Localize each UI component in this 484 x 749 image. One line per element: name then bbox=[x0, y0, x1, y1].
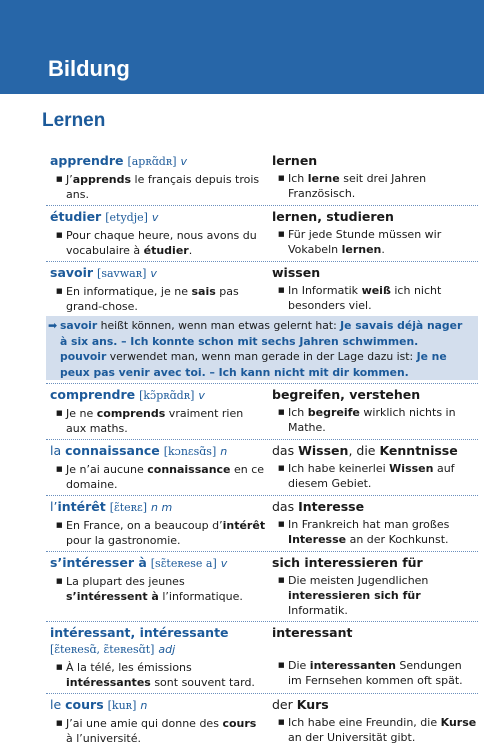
german-column bbox=[272, 265, 478, 314]
note-keyword-savoir: savoir bbox=[60, 319, 98, 332]
headword: comprendre bbox=[50, 387, 136, 402]
headword: interessant bbox=[272, 625, 353, 640]
bullet-icon: ■ bbox=[56, 409, 63, 417]
headword-line bbox=[50, 697, 266, 714]
bullet-icon: ■ bbox=[56, 287, 63, 295]
headword-line bbox=[272, 697, 478, 713]
vocab-entry bbox=[46, 693, 478, 749]
headword-line bbox=[50, 387, 266, 404]
grammar-tag: v bbox=[150, 267, 157, 280]
french-column bbox=[46, 443, 272, 492]
example-sentence bbox=[272, 517, 478, 547]
german-column bbox=[272, 555, 478, 618]
grammar-tag: n bbox=[140, 699, 148, 712]
example-sentence bbox=[272, 227, 478, 257]
example-keyword: sais bbox=[191, 285, 216, 298]
headword-line bbox=[50, 209, 266, 226]
bullet-icon: ■ bbox=[278, 286, 285, 294]
pronunciation: [ɛ̃teʀesɑ̃, ɛ̃teʀesɑ̃t] bbox=[50, 643, 155, 656]
headword-line bbox=[272, 153, 478, 169]
headword: étudier bbox=[50, 209, 102, 224]
headword-line bbox=[272, 499, 478, 515]
bullet-icon: ■ bbox=[278, 661, 285, 669]
example-text: In Informatik weiß ich nicht besonders viel. bbox=[288, 284, 442, 312]
example-keyword: lernen bbox=[341, 243, 382, 256]
example-keyword: Kurse bbox=[440, 716, 477, 729]
german-column bbox=[272, 153, 478, 202]
pronunciation: [etydje] bbox=[105, 211, 148, 224]
headword: wissen bbox=[272, 265, 321, 280]
headword-line bbox=[50, 443, 266, 460]
pronunciation: [kɔ̃pʀɑ̃dʀ] bbox=[139, 389, 195, 402]
example-keyword: intéressantes bbox=[66, 676, 151, 689]
pronunciation: [sɛ̃teʀese a] bbox=[150, 557, 217, 570]
example-text: Ich habe eine Freundin, die Kurse an der Universität gibt. bbox=[288, 716, 477, 744]
article: l’ bbox=[50, 499, 58, 514]
example-sentence bbox=[272, 405, 478, 435]
german-column bbox=[272, 697, 478, 746]
example-sentence bbox=[50, 462, 266, 492]
german-column bbox=[272, 387, 478, 436]
example-sentence bbox=[50, 284, 266, 314]
french-column bbox=[46, 625, 272, 690]
bullet-icon: ■ bbox=[56, 663, 63, 671]
example-text: Je ne comprends vraiment rien aux maths. bbox=[66, 407, 244, 435]
bullet-icon: ■ bbox=[278, 718, 285, 726]
example-sentence bbox=[50, 518, 266, 548]
pronunciation: [kuʀ] bbox=[107, 699, 137, 712]
example-text: Für jede Stunde müssen wir Vokabeln lernen. bbox=[288, 228, 442, 256]
example-keyword: cours bbox=[222, 717, 257, 730]
grammar-tag: n m bbox=[151, 501, 173, 514]
usage-note bbox=[46, 316, 478, 380]
french-column bbox=[46, 265, 272, 314]
example-sentence bbox=[272, 573, 478, 618]
example-sentence bbox=[50, 574, 266, 604]
vocabulary-list-top bbox=[46, 150, 478, 317]
example-keyword: weiß bbox=[361, 284, 391, 297]
example-sentence bbox=[272, 283, 478, 313]
bullet-icon: ■ bbox=[56, 719, 63, 727]
vocab-entry bbox=[46, 261, 478, 317]
bullet-icon: ■ bbox=[56, 175, 63, 183]
example-text: In Frankreich hat man großes Interesse an der Kochkunst. bbox=[288, 518, 450, 546]
note-example-1: Je savais déjà nager à six ans. – Ich konnte schon mit sechs Jahren schwimmen. bbox=[60, 319, 463, 348]
french-column bbox=[46, 697, 272, 746]
example-text: Ich lerne seit drei Jahren Französisch. bbox=[288, 172, 427, 200]
note-text-2: verwendet man, wenn man gerade in der Lage dazu ist: bbox=[106, 350, 417, 363]
headword: apprendre bbox=[50, 153, 124, 168]
headword: cours bbox=[65, 697, 104, 712]
example-sentence bbox=[50, 406, 266, 436]
example-text: J’apprends le français depuis trois ans. bbox=[66, 173, 260, 201]
pronunciation: [apʀɑ̃dʀ] bbox=[127, 155, 177, 168]
example-text: Ich begreife wirklich nichts in Mathe. bbox=[288, 406, 456, 434]
bullet-icon: ■ bbox=[278, 520, 285, 528]
french-column bbox=[46, 387, 272, 436]
example-text: Die meisten Jugendlichen interessieren sich für Informatik. bbox=[288, 574, 429, 617]
spacer bbox=[272, 641, 478, 656]
vocab-entry bbox=[46, 383, 478, 439]
example-sentence bbox=[272, 461, 478, 491]
grammar-tag: v bbox=[180, 155, 188, 168]
note-keyword-pouvoir: pouvoir bbox=[60, 350, 107, 363]
headword: Interesse bbox=[298, 499, 365, 514]
example-keyword: interessanten bbox=[309, 659, 396, 672]
vocab-entry bbox=[46, 551, 478, 621]
headword: begreifen, verstehen bbox=[272, 387, 421, 402]
example-keyword: s’intéressent à bbox=[66, 590, 159, 603]
bullet-icon: ■ bbox=[278, 230, 285, 238]
example-keyword: intérêt bbox=[222, 519, 266, 532]
french-column bbox=[46, 209, 272, 258]
chapter-header bbox=[0, 0, 484, 94]
headword-line bbox=[272, 387, 478, 403]
example-text: Ich habe keinerlei Wissen auf diesem Gebiet. bbox=[288, 462, 455, 490]
example-text: Je n’ai aucune connaissance en ce domaine. bbox=[66, 463, 265, 491]
headword-line bbox=[50, 265, 266, 282]
headword-line bbox=[272, 443, 478, 459]
grammar-tag: adj bbox=[158, 643, 176, 656]
headword: Kenntnisse bbox=[379, 443, 458, 458]
german-column bbox=[272, 443, 478, 492]
note-text-1: heißt können, wenn man etwas gelernt hat: bbox=[97, 319, 341, 332]
vocabulary-list-bottom bbox=[46, 383, 478, 749]
bullet-icon: ■ bbox=[278, 408, 285, 416]
example-text: En France, on a beaucoup d’intérêt pour la gastronomie. bbox=[66, 519, 266, 547]
vocab-entry bbox=[46, 495, 478, 551]
article: la bbox=[50, 443, 66, 458]
example-keyword: Wissen bbox=[389, 462, 434, 475]
example-sentence bbox=[272, 171, 478, 201]
example-text: Die interessanten Sendungen im Fernsehen kommen oft spät. bbox=[288, 659, 463, 687]
vocab-entry bbox=[46, 621, 478, 693]
example-sentence bbox=[50, 172, 266, 202]
headword: savoir bbox=[50, 265, 94, 280]
grammar-tag: v bbox=[151, 211, 159, 224]
example-sentence bbox=[272, 658, 478, 688]
example-text: À la télé, les émissions intéressantes sont souvent tard. bbox=[66, 661, 255, 689]
example-keyword: begreife bbox=[307, 406, 360, 419]
headword: connaissance bbox=[65, 443, 160, 458]
headword-line bbox=[50, 555, 266, 572]
article: der bbox=[272, 697, 297, 712]
example-keyword: étudier bbox=[143, 244, 189, 257]
example-sentence bbox=[272, 715, 478, 745]
article: das bbox=[272, 499, 299, 514]
vocab-entry bbox=[46, 205, 478, 261]
arrow-right-icon: ➡ bbox=[48, 319, 58, 332]
headword: Kurs bbox=[296, 697, 329, 712]
french-column bbox=[46, 499, 272, 548]
example-text: Pour chaque heure, nous avons du vocabulaire à étudier. bbox=[66, 229, 257, 257]
grammar-tag: n bbox=[220, 445, 228, 458]
section-title: Lernen bbox=[42, 110, 106, 131]
article: das bbox=[272, 443, 299, 458]
headword: lernen, studieren bbox=[272, 209, 394, 224]
note-example-2: Je ne peux pas venir avec toi. – Ich kann nicht mit dir kommen. bbox=[60, 350, 447, 379]
example-keyword: Interesse bbox=[288, 533, 347, 546]
headword: s’intéresser à bbox=[50, 555, 147, 570]
german-column bbox=[272, 209, 478, 258]
headword-line bbox=[50, 625, 266, 658]
bullet-icon: ■ bbox=[278, 464, 285, 472]
headword-line bbox=[272, 265, 478, 281]
example-sentence bbox=[50, 716, 266, 746]
separator: , die bbox=[348, 443, 380, 458]
german-column bbox=[272, 625, 478, 690]
example-keyword: comprends bbox=[96, 407, 166, 420]
chapter-title: Bildung bbox=[48, 56, 130, 81]
vocab-entry bbox=[46, 439, 478, 495]
bullet-icon: ■ bbox=[278, 576, 285, 584]
headword-line bbox=[272, 209, 478, 225]
headword-line bbox=[272, 555, 478, 571]
bullet-icon: ■ bbox=[56, 465, 63, 473]
headword-line bbox=[50, 499, 266, 516]
example-keyword: lerne bbox=[307, 172, 340, 185]
headword: intérêt bbox=[57, 499, 106, 514]
example-text: La plupart des jeunes s’intéressent à l’informatique. bbox=[66, 575, 243, 603]
headword: intéressant, intéressante bbox=[50, 625, 229, 640]
example-text: J’ai une amie qui donne des cours à l’université. bbox=[66, 717, 257, 745]
headword-line bbox=[272, 625, 478, 641]
pronunciation: [savwaʀ] bbox=[97, 267, 147, 280]
headword-line bbox=[50, 153, 266, 170]
example-keyword: apprends bbox=[72, 173, 132, 186]
grammar-tag: v bbox=[220, 557, 228, 570]
bullet-icon: ■ bbox=[56, 577, 63, 585]
article: le bbox=[50, 697, 66, 712]
example-keyword: interessieren sich für bbox=[288, 589, 421, 602]
bullet-icon: ■ bbox=[56, 231, 63, 239]
french-column bbox=[46, 153, 272, 202]
example-sentence bbox=[50, 228, 266, 258]
example-text: En informatique, je ne sais pas grand-chose. bbox=[66, 285, 239, 313]
bullet-icon: ■ bbox=[56, 521, 63, 529]
pronunciation: [kɔnɛsɑ̃s] bbox=[163, 445, 217, 458]
headword: Wissen bbox=[298, 443, 349, 458]
example-keyword: connaissance bbox=[147, 463, 231, 476]
bullet-icon: ■ bbox=[278, 174, 285, 182]
french-column bbox=[46, 555, 272, 618]
vocab-entry bbox=[46, 150, 478, 205]
headword: lernen bbox=[272, 153, 318, 168]
pronunciation: [ɛ̃teʀɛ] bbox=[109, 501, 148, 514]
grammar-tag: v bbox=[198, 389, 205, 402]
example-sentence bbox=[50, 660, 266, 690]
headword: sich interessieren für bbox=[272, 555, 423, 570]
german-column bbox=[272, 499, 478, 548]
